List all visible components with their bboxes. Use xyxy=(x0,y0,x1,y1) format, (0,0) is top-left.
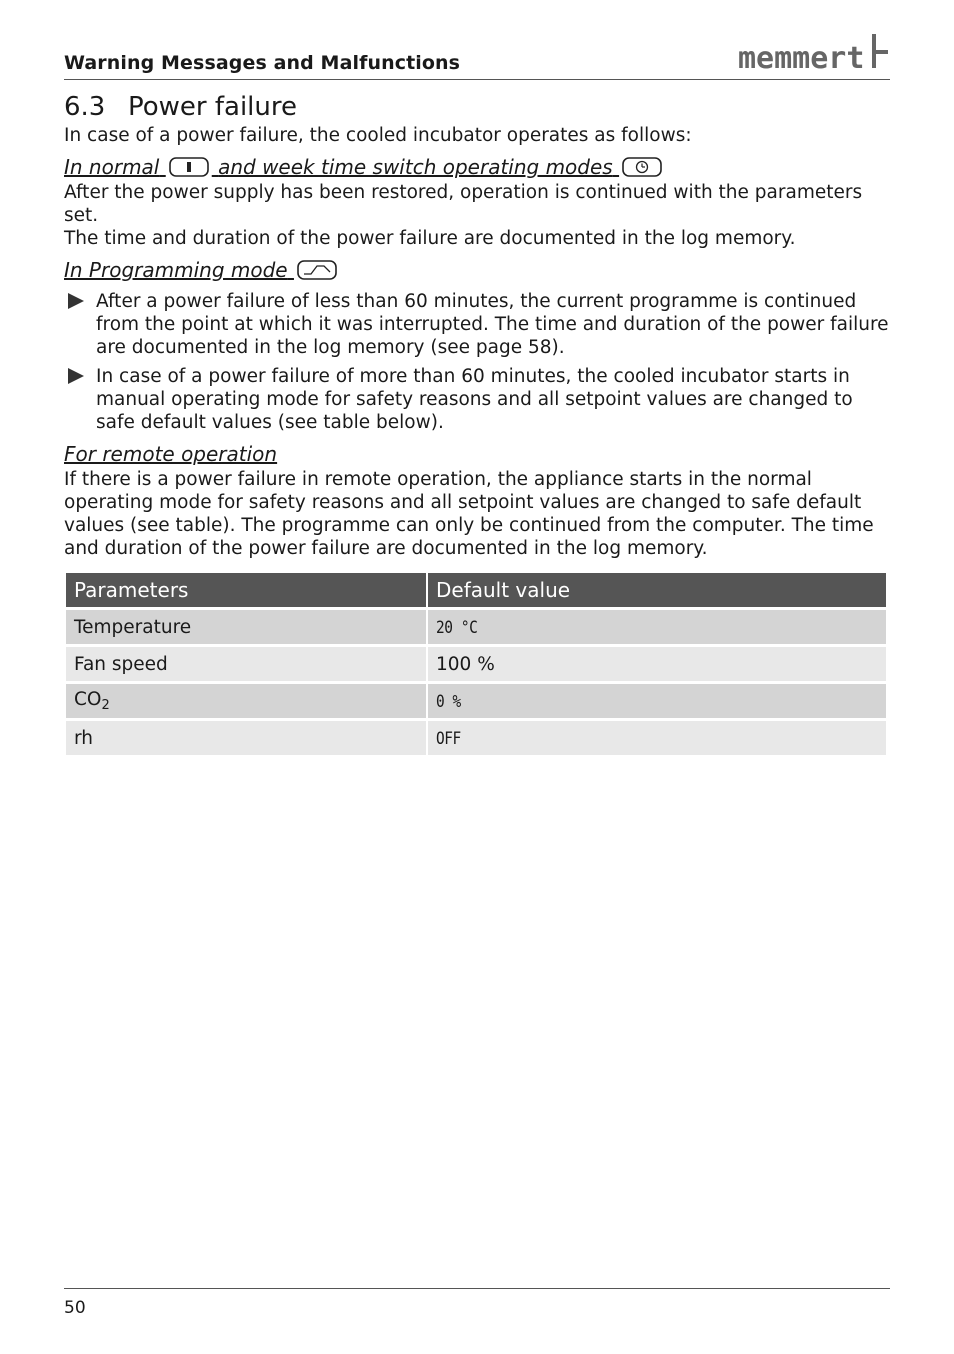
table-row xyxy=(66,646,887,683)
value-cell xyxy=(427,609,887,646)
remote-operation-heading: For remote operation xyxy=(64,442,278,466)
clock-icon xyxy=(622,157,662,177)
value-cell xyxy=(427,720,887,756)
default-values-table xyxy=(66,573,888,755)
lcd-value: OFF xyxy=(436,728,461,749)
main-content xyxy=(64,90,890,560)
value-cell xyxy=(427,683,887,720)
remote-operation-text: If there is a power failure in remote operation, the appliance starts in the normal operating mode for safety reasons and all setpoint values are changed to safe default values (see table). The programme can only be continued from the computer. The time and duration of the power failure are documented in the log memory. xyxy=(64,469,874,559)
intro-text: In case of a power failure, the cooled incubator operates as follows: xyxy=(64,125,692,146)
on-switch-icon xyxy=(169,157,209,177)
normal-mode-heading xyxy=(64,153,890,181)
bullet-arrow-icon xyxy=(68,293,84,309)
parameter-text: CO xyxy=(74,689,102,710)
page-header xyxy=(64,30,890,80)
parameter-cell: Temperature xyxy=(66,609,427,646)
programming-bullet-1 xyxy=(64,290,890,359)
bullet-text: After a power failure of less than 60 minutes, the current programme is continued from the point at which it was interrupted. The time and duration of the power failure are documented in the log memory (see page 58). xyxy=(96,291,889,358)
header-default-value: Default value xyxy=(427,573,887,609)
bullet-text: In case of a power failure of more than 60 minutes, the cooled incubator starts in manual operating mode for safety reasons and all setpoint values are changed to safe default values (see table below). xyxy=(96,366,853,433)
lcd-value: 20 °C xyxy=(436,617,478,638)
table-row xyxy=(66,683,887,720)
ramp-curve-icon xyxy=(297,260,337,280)
table-header-row xyxy=(66,573,887,609)
parameter-cell xyxy=(66,683,427,720)
bullet-arrow-icon xyxy=(68,368,84,384)
lcd-value: 0 % xyxy=(436,691,461,712)
normal-mode-text-line2: The time and duration of the power failure are documented in the log memory. xyxy=(64,228,796,249)
header-parameters: Parameters xyxy=(66,573,427,609)
parameter-cell: Fan speed xyxy=(66,646,427,683)
footer-divider xyxy=(64,1288,890,1289)
page-number: 50 xyxy=(64,1298,86,1318)
normal-mode-text-line1: After the power supply has been restored, operation is continued with the parameters set. xyxy=(64,182,863,226)
normal-mode-heading-part2: and week time switch operating modes xyxy=(218,155,613,179)
programming-bullet-2 xyxy=(64,365,890,434)
section-number: 6.3 xyxy=(64,92,106,122)
value-cell: 100 % xyxy=(427,646,887,683)
table-row xyxy=(66,720,887,756)
parameter-subscript: 2 xyxy=(101,698,110,713)
programming-mode-heading-text: In Programming mode xyxy=(64,258,288,282)
table-row xyxy=(66,609,887,646)
parameter-cell: rh xyxy=(66,720,427,756)
normal-mode-heading-part1: In normal xyxy=(64,155,160,179)
section-title: Power failure xyxy=(128,92,297,122)
programming-mode-heading xyxy=(64,256,890,284)
logo-text: memmert xyxy=(738,41,865,72)
memmert-logo xyxy=(738,30,890,72)
section-heading xyxy=(64,90,890,124)
section-label: Warning Messages and Malfunctions xyxy=(64,52,461,74)
